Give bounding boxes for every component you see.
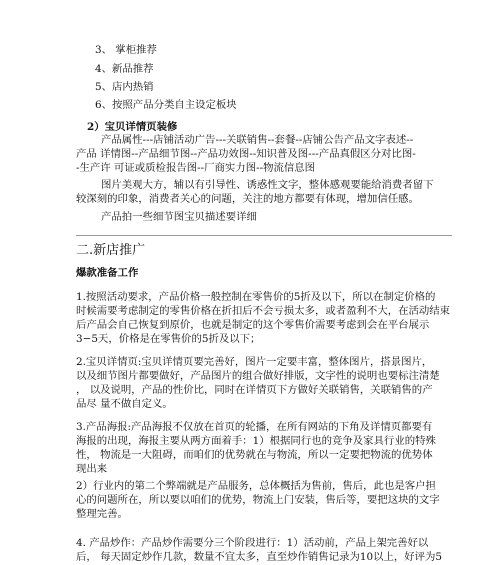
list-item-4: 4、新品推荐 <box>95 63 154 75</box>
paragraph-2-line: ， 以及说明，产品的性价比，同时在详情页下方做好关联销售，关联销售的产 <box>76 384 433 396</box>
list-item-3: 3、 掌柜推荐 <box>95 44 157 56</box>
paragraph-3-line: 心的问题所在，所以要以咱们的优势，物流上门安装，售后等，要把这块的文字 <box>76 494 440 506</box>
paragraph-1-line: 1.按照活动要求，产品价格一般控制在零售价的5折及以下，所以在制定价格的 <box>76 291 436 303</box>
paragraph-4-line: 4. 产品炒作：产品炒作需要分三个阶段进行：1）活动前，产品上架完善好以 <box>76 537 429 549</box>
section-divider <box>76 235 452 236</box>
detail-p2-line: 较深刻的印象，消费者关心的问题，关注的地方都要有体现，增加信任感。 <box>76 193 419 205</box>
paragraph-1-line: 后产品会自己恢复到原价，也就是制定的这个零售价需要考虑到会在平台展示 <box>76 319 430 331</box>
paragraph-3-line: 现出来 <box>76 463 108 475</box>
paragraph-2-line: 2.宝贝详情页:宝贝详情页要完善好，图片一定要丰富，整体图片，搭景图片， <box>76 356 433 368</box>
detail-p1-line: 产品 详情图--产品细节图--产品功效图--知识普及图---产品真假区分对比图- <box>76 148 416 160</box>
detail-p1-line: 产品属性---店铺活动广告---关联销售--套餐--店铺公告产品文字表述-- <box>101 134 414 146</box>
detail-p3-line: 产品拍一些细节图宝贝描述要详细 <box>101 211 257 223</box>
paragraph-3-line: 海报的出现，海报主要从两方面着手：1）根据同行也的竞争及家具行业的特殊 <box>76 435 436 447</box>
paragraph-2-line: 以及细节图片都要做好，产品图片的组合做好排版，文字性的说明也要标注清楚 <box>76 370 440 382</box>
paragraph-1-line: 3−5天，价格是在零售价的5折及以下； <box>76 333 261 345</box>
paragraph-3-line: 性， 物流是一大阻碍，而咱们的优势就在与物流，所以一定要把物流的优势体 <box>76 449 433 461</box>
paragraph-2-line: 品尽 量不做自定义。 <box>76 398 173 410</box>
list-item-5: 5、店内热销 <box>95 81 154 93</box>
list-item-6: 6、按照产品分类自主设定板块 <box>95 99 237 111</box>
section-subtitle: 爆款准备工作 <box>76 267 139 279</box>
detail-p1-line: -生产许 可证或质检报告图--厂商实力图--物流信息图 <box>76 162 316 174</box>
paragraph-4-line: 后， 每天固定炒作几款，数量不宜太多，直至炒作销售记录为10以上，好评为5 <box>76 551 443 563</box>
paragraph-1-line: 时候需要考虑制定的零售价格在折扣后不会亏损太多，或者盈利不大，在活动结束 <box>76 305 451 317</box>
detail-p2-line: 图片美观大方，辅以有引导性、诱惑性文字，整体感观要能给消费者留下 <box>101 179 434 191</box>
paragraph-3-line: 3.产品海报:产品海报不仅放在首页的轮播，在所有网站的下角及详情页都要有 <box>76 421 433 433</box>
detail-heading: 2）宝贝详情页装修 <box>87 121 178 133</box>
section-title: 二.新店推广 <box>76 243 146 258</box>
paragraph-3-line: 2）行业内的第二个弊端就是产品服务，总体概括为售前，售后，此也是客户担 <box>76 480 436 492</box>
paragraph-3-line: 整理完善。 <box>76 508 128 520</box>
